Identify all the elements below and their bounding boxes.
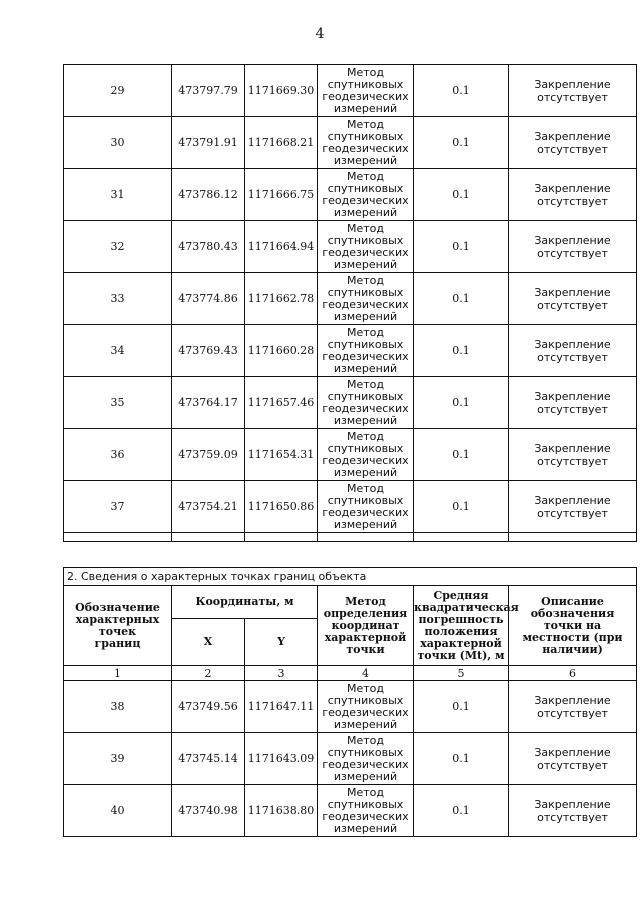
- coord-x: 473759.09: [172, 429, 245, 481]
- method-cell: Метод спутниковых геодезических измерений: [318, 117, 414, 169]
- coordinates-table-continued: [63, 64, 637, 542]
- point-id: 30: [64, 117, 172, 169]
- header-accuracy: Средняя квадратическая погрешность положения характерной точки (Mt), м: [414, 586, 509, 666]
- table-row: [64, 221, 637, 273]
- coord-x: 473769.43: [172, 325, 245, 377]
- point-id: 35: [64, 377, 172, 429]
- table-row: [64, 273, 637, 325]
- method-cell: Метод спутниковых геодезических измерений: [318, 221, 414, 273]
- column-number: 6: [509, 666, 637, 681]
- description-cell: Закрепление отсутствует: [509, 733, 637, 785]
- coord-x: 473797.79: [172, 65, 245, 117]
- point-id: 29: [64, 65, 172, 117]
- accuracy-value: 0.1: [414, 325, 509, 377]
- table-row: [64, 117, 637, 169]
- table-row: [64, 169, 637, 221]
- accuracy-value: 0.1: [414, 733, 509, 785]
- description-cell: Закрепление отсутствует: [509, 481, 637, 533]
- page-number: 4: [315, 26, 325, 42]
- column-number: 4: [318, 666, 414, 681]
- coord-y: 1171650.86: [245, 481, 318, 533]
- coord-y: 1171657.46: [245, 377, 318, 429]
- table-row: [64, 733, 637, 785]
- method-cell: Метод спутниковых геодезических измерений: [318, 733, 414, 785]
- accuracy-value: 0.1: [414, 221, 509, 273]
- coord-y: 1171660.28: [245, 325, 318, 377]
- coord-y: 1171666.75: [245, 169, 318, 221]
- accuracy-value: 0.1: [414, 785, 509, 837]
- accuracy-value: 0.1: [414, 169, 509, 221]
- coord-x: 473754.21: [172, 481, 245, 533]
- accuracy-value: 0.1: [414, 481, 509, 533]
- header-y: Y: [245, 619, 318, 666]
- header-coordinates: Координаты, м: [172, 586, 318, 619]
- table-row: [64, 785, 637, 837]
- coord-y: 1171662.78: [245, 273, 318, 325]
- point-id: 40: [64, 785, 172, 837]
- coord-x: 473745.14: [172, 733, 245, 785]
- coord-y: 1171664.94: [245, 221, 318, 273]
- point-id: 38: [64, 681, 172, 733]
- accuracy-value: 0.1: [414, 429, 509, 481]
- column-number: 3: [245, 666, 318, 681]
- coord-x: 473764.17: [172, 377, 245, 429]
- point-id: 33: [64, 273, 172, 325]
- method-cell: Метод спутниковых геодезических измерений: [318, 325, 414, 377]
- method-cell: Метод спутниковых геодезических измерений: [318, 429, 414, 481]
- accuracy-value: 0.1: [414, 377, 509, 429]
- description-cell: Закрепление отсутствует: [509, 169, 637, 221]
- table-row: [64, 377, 637, 429]
- coord-x: 473740.98: [172, 785, 245, 837]
- point-id: 32: [64, 221, 172, 273]
- coord-x: 473780.43: [172, 221, 245, 273]
- method-cell: Метод спутниковых геодезических измерений: [318, 481, 414, 533]
- coord-x: 473786.12: [172, 169, 245, 221]
- column-number: 2: [172, 666, 245, 681]
- description-cell: Закрепление отсутствует: [509, 377, 637, 429]
- point-id: 34: [64, 325, 172, 377]
- point-id: 39: [64, 733, 172, 785]
- coord-y: 1171638.80: [245, 785, 318, 837]
- accuracy-value: 0.1: [414, 65, 509, 117]
- description-cell: Закрепление отсутствует: [509, 325, 637, 377]
- coord-y: 1171643.09: [245, 733, 318, 785]
- accuracy-value: 0.1: [414, 273, 509, 325]
- description-cell: Закрепление отсутствует: [509, 65, 637, 117]
- method-cell: Метод спутниковых геодезических измерений: [318, 65, 414, 117]
- point-id: 31: [64, 169, 172, 221]
- column-number: 1: [64, 666, 172, 681]
- description-cell: Закрепление отсутствует: [509, 221, 637, 273]
- coord-y: 1171669.30: [245, 65, 318, 117]
- coord-x: 473749.56: [172, 681, 245, 733]
- method-cell: Метод спутниковых геодезических измерений: [318, 681, 414, 733]
- header-description: Описание обозначения точки на местности (при наличии): [509, 586, 637, 666]
- table-row: [64, 65, 637, 117]
- boundary-points-table: [63, 567, 637, 837]
- description-cell: Закрепление отсутствует: [509, 429, 637, 481]
- coord-x: 473774.86: [172, 273, 245, 325]
- table-title: 2. Сведения о характерных точках границ объекта: [64, 568, 637, 586]
- coord-y: 1171668.21: [245, 117, 318, 169]
- table-row: [64, 429, 637, 481]
- description-cell: Закрепление отсутствует: [509, 273, 637, 325]
- coord-x: 473791.91: [172, 117, 245, 169]
- table-row: [64, 481, 637, 533]
- accuracy-value: 0.1: [414, 117, 509, 169]
- method-cell: Метод спутниковых геодезических измерений: [318, 377, 414, 429]
- coord-y: 1171654.31: [245, 429, 318, 481]
- method-cell: Метод спутниковых геодезических измерений: [318, 785, 414, 837]
- point-id: 37: [64, 481, 172, 533]
- header-x: X: [172, 619, 245, 666]
- description-cell: Закрепление отсутствует: [509, 681, 637, 733]
- table-row: [64, 681, 637, 733]
- accuracy-value: 0.1: [414, 681, 509, 733]
- column-number: 5: [414, 666, 509, 681]
- table-row: [64, 325, 637, 377]
- method-cell: Метод спутниковых геодезических измерений: [318, 169, 414, 221]
- method-cell: Метод спутниковых геодезических измерений: [318, 273, 414, 325]
- description-cell: Закрепление отсутствует: [509, 785, 637, 837]
- header-designation: Обозначение характерных точек границ: [64, 586, 172, 666]
- point-id: 36: [64, 429, 172, 481]
- header-method: Метод определения координат характерной точки: [318, 586, 414, 666]
- table-row-empty: [64, 533, 637, 542]
- description-cell: Закрепление отсутствует: [509, 117, 637, 169]
- coord-y: 1171647.11: [245, 681, 318, 733]
